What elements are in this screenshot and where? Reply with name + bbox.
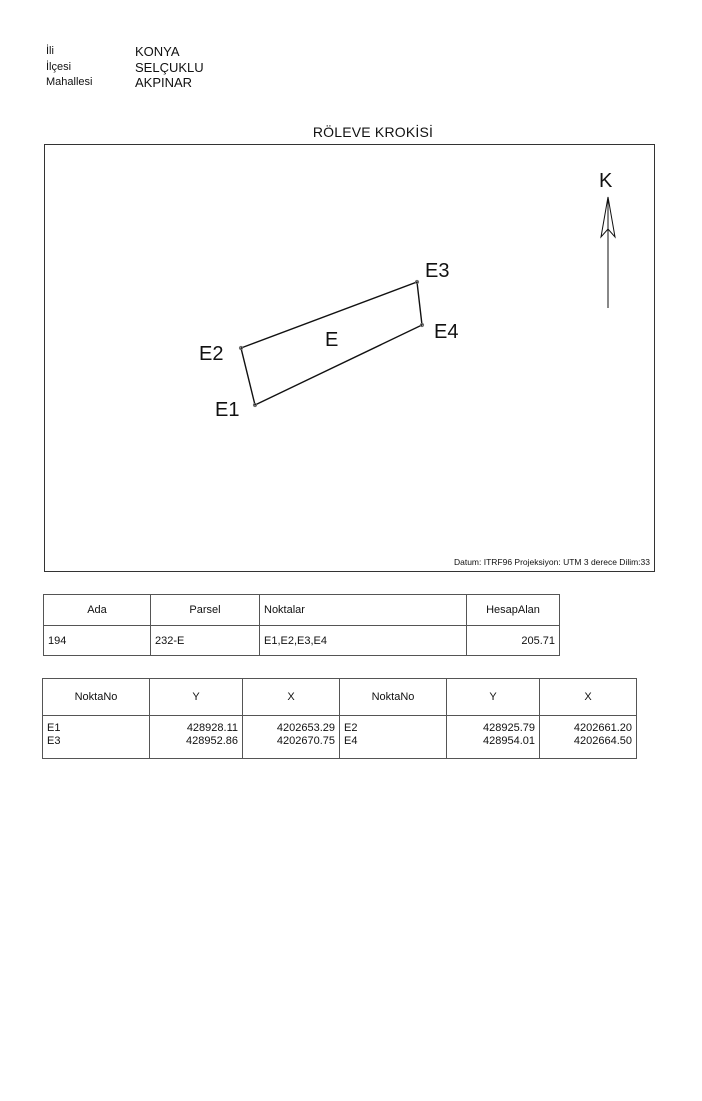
point-e2-label: E2 — [199, 343, 224, 365]
point-e4-label: E4 — [434, 321, 459, 343]
table-row — [44, 626, 560, 656]
point-e3-no: E3 — [47, 735, 61, 747]
parcel-table — [43, 594, 560, 656]
point-e3-label: E3 — [425, 260, 450, 282]
header-ada: Ada — [44, 595, 151, 626]
il-label: İli — [46, 45, 54, 57]
header-noktano-2: NoktaNo — [340, 679, 447, 716]
point-e2-y: 428925.79 — [483, 722, 535, 734]
point-e4-x: 4202664.50 — [573, 735, 632, 747]
cell-parsel: 232-E — [151, 626, 260, 656]
location-block — [46, 44, 204, 91]
parcel-table-header — [44, 595, 560, 626]
page-title — [0, 124, 702, 140]
cell-x-2 — [540, 716, 637, 759]
mahalle-label: Mahallesi — [46, 76, 93, 88]
coordinate-table-header — [43, 679, 637, 716]
point-e3-y: 428952.86 — [186, 735, 238, 747]
header-x-2: X — [540, 679, 637, 716]
header-parsel: Parsel — [151, 595, 260, 626]
page-title-text: RÖLEVE KROKİSİ — [312, 124, 434, 140]
cell-point-1 — [43, 716, 150, 759]
cell-x-1 — [243, 716, 340, 759]
table-row — [43, 716, 637, 759]
coordinate-table — [42, 678, 637, 759]
ilce-label: İlçesi — [46, 60, 72, 73]
cell-point-2 — [340, 716, 447, 759]
il-value: KONYA — [135, 44, 180, 59]
header-y-1: Y — [150, 679, 243, 716]
cell-ada: 194 — [44, 626, 151, 656]
header-hesapalan: HesapAlan — [467, 595, 560, 626]
cell-y-1 — [150, 716, 243, 759]
point-e1-no: E1 — [47, 722, 61, 734]
datum-note: Datum: ITRF96 Projeksiyon: UTM 3 derece Dilim:33 — [453, 557, 650, 567]
point-e4-no: E4 — [344, 735, 358, 747]
cell-hesapalan: 205.71 — [467, 626, 560, 656]
header-y-2: Y — [447, 679, 540, 716]
header-x-1: X — [243, 679, 340, 716]
mahalle-value: AKPINAR — [135, 75, 193, 90]
point-e1-x: 4202653.29 — [276, 722, 335, 734]
sketch-frame — [44, 144, 655, 572]
point-e3-x: 4202670.75 — [276, 735, 335, 747]
point-e1-y: 428928.11 — [186, 722, 238, 734]
ilce-value: SELÇUKLU — [135, 59, 204, 75]
point-e4-y: 428954.01 — [483, 735, 535, 747]
north-label: K — [599, 170, 613, 192]
point-e2-no: E2 — [344, 722, 358, 734]
parcel-label: E — [325, 329, 339, 351]
header-noktano-1: NoktaNo — [43, 679, 150, 716]
sketch-svg — [45, 145, 656, 573]
north-arrow-icon — [601, 197, 615, 308]
header-noktalar: Noktalar — [260, 595, 467, 626]
point-e1-label: E1 — [215, 399, 240, 421]
cell-noktalar: E1,E2,E3,E4 — [260, 626, 467, 656]
cell-y-2 — [447, 716, 540, 759]
point-e2-x: 4202661.20 — [573, 722, 632, 734]
